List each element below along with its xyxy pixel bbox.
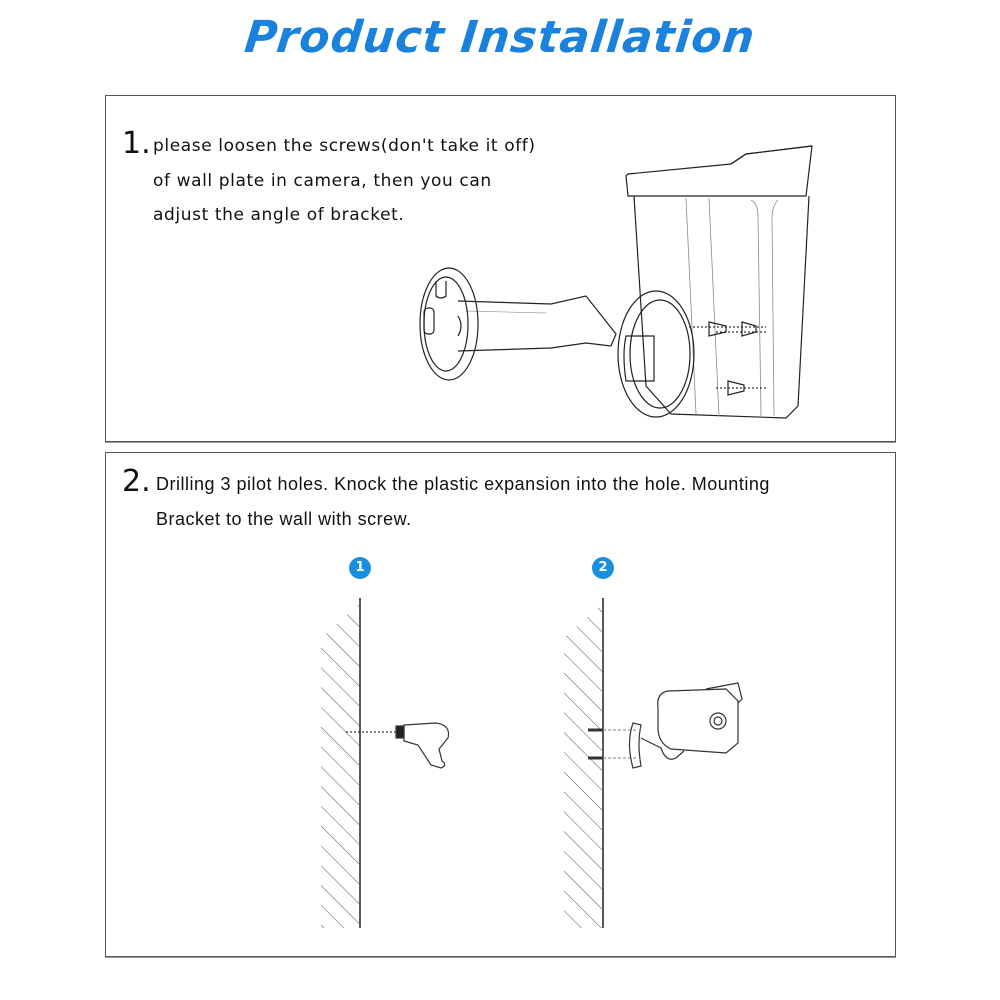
drill-into-wall-illustration xyxy=(106,453,895,956)
substep-2-badge: 2 xyxy=(592,557,614,579)
camera-bracket-illustration xyxy=(106,96,895,441)
step-1-line-2: of wall plate in camera, then you can xyxy=(153,171,492,191)
step-1-number: 1. xyxy=(122,126,151,161)
step-2-panel xyxy=(105,452,896,957)
substep-1-badge: 1 xyxy=(349,557,371,579)
step-2-line-1: Drilling 3 pilot holes. Knock the plastic expansion into the hole. Mounting xyxy=(156,474,770,494)
step-1-line-1: please loosen the screws(don't take it off) xyxy=(153,136,536,156)
step-2-number: 2. xyxy=(122,464,151,499)
step-2-line-2: Bracket to the wall with screw. xyxy=(156,509,412,529)
step-1-panel xyxy=(105,95,896,442)
page-title: Product Installation xyxy=(242,12,758,63)
step-1-line-3: adjust the angle of bracket. xyxy=(153,205,405,225)
